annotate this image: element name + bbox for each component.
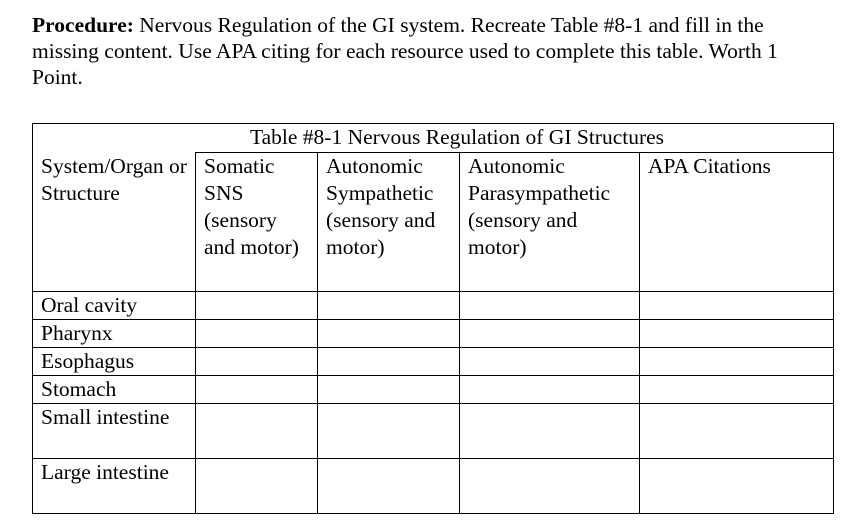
citation-cell[interactable] — [640, 348, 834, 376]
parasympathetic-cell[interactable] — [460, 320, 640, 348]
table-caption-row — [33, 124, 834, 153]
table-row — [33, 459, 834, 514]
somatic-cell[interactable] — [196, 376, 318, 404]
row-structure-label: Pharynx — [33, 320, 196, 348]
row-structure-label: Oral cavity — [33, 292, 196, 320]
sympathetic-cell[interactable] — [318, 320, 460, 348]
procedure-text: Nervous Regulation of the GI system. Recreate Table #8-1 and fill in the missing content. Use APA citing for each resource used to complete this table. Worth 1 Point. — [32, 13, 778, 89]
parasympathetic-cell[interactable] — [460, 404, 640, 459]
gi-regulation-table — [32, 123, 834, 514]
sympathetic-cell[interactable] — [318, 292, 460, 320]
citation-cell[interactable] — [640, 404, 834, 459]
parasympathetic-cell[interactable] — [460, 348, 640, 376]
table-row — [33, 320, 834, 348]
header-apa-citations: APA Citations — [640, 153, 834, 292]
sympathetic-cell[interactable] — [318, 348, 460, 376]
table-row — [33, 404, 834, 459]
procedure-instructions — [32, 12, 822, 90]
header-somatic: Somatic SNS (sensory and motor) — [196, 153, 318, 292]
sympathetic-cell[interactable] — [318, 459, 460, 514]
somatic-cell[interactable] — [196, 320, 318, 348]
somatic-cell[interactable] — [196, 348, 318, 376]
procedure-label: Procedure: — [32, 13, 134, 37]
table-caption: Table #8-1 Nervous Regulation of GI Structures — [33, 124, 834, 153]
citation-cell[interactable] — [640, 459, 834, 514]
citation-cell[interactable] — [640, 320, 834, 348]
sympathetic-cell[interactable] — [318, 404, 460, 459]
somatic-cell[interactable] — [196, 292, 318, 320]
row-structure-label: Large intestine — [33, 459, 196, 514]
somatic-cell[interactable] — [196, 404, 318, 459]
sympathetic-cell[interactable] — [318, 376, 460, 404]
table-row — [33, 292, 834, 320]
somatic-cell[interactable] — [196, 459, 318, 514]
parasympathetic-cell[interactable] — [460, 292, 640, 320]
parasympathetic-cell[interactable] — [460, 459, 640, 514]
row-structure-label: Stomach — [33, 376, 196, 404]
citation-cell[interactable] — [640, 376, 834, 404]
table-row — [33, 348, 834, 376]
header-sympathetic: Autonomic Sympathetic (sensory and motor) — [318, 153, 460, 292]
table-row — [33, 376, 834, 404]
parasympathetic-cell[interactable] — [460, 376, 640, 404]
citation-cell[interactable] — [640, 292, 834, 320]
row-structure-label: Small intestine — [33, 404, 196, 459]
header-parasympathetic: Autonomic Parasympathetic (sensory and motor) — [460, 153, 640, 292]
row-structure-label: Esophagus — [33, 348, 196, 376]
table-header-row — [33, 153, 834, 292]
header-structure: System/Organ or Structure — [33, 153, 196, 292]
